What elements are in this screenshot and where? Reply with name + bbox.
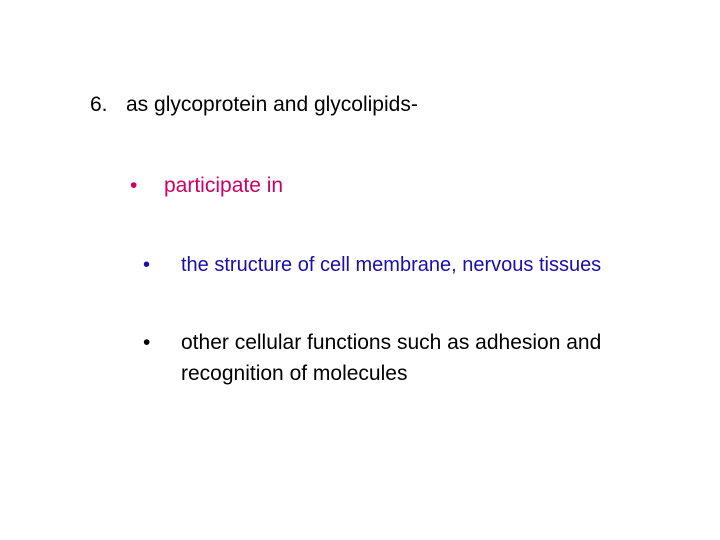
sub-bullet-marker: • [143,254,151,276]
sub-bullet-marker: • [143,331,151,354]
heading-number: 6. [90,93,108,116]
sub-bullet-text: other cellular functions such as adhesion and recognition of molecules [181,331,602,385]
sub-bullet-structure [143,252,601,279]
heading-text: as glycoprotein and glycolipids- [126,93,418,116]
numbered-heading [90,91,418,119]
sub-bullet-functions [143,327,661,389]
bullet-participate [130,172,283,200]
bullet-text: participate in [164,174,284,197]
sub-bullet-text: the structure of cell membrane, nervous tissues [181,254,602,276]
bullet-marker: • [130,174,138,197]
